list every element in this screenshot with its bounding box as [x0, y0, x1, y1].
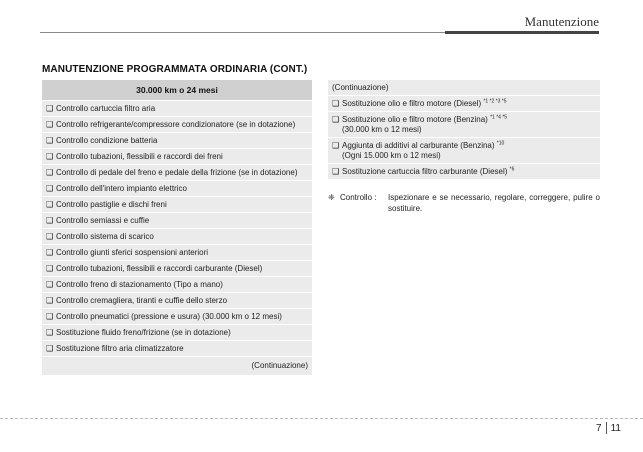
- checkbox-icon: ❑: [46, 136, 54, 145]
- checkbox-icon: ❑: [332, 99, 340, 108]
- list-item-text: Sostituzione olio e filtro motore (Benzina) $^{*1 *4 *5}$ (30.000 km o 12 mesi): [342, 114, 508, 134]
- header-rule-accent: [445, 31, 599, 34]
- checkbox-icon: ❑: [46, 104, 54, 113]
- list-item-text: Controllo condizione batteria: [56, 136, 158, 145]
- list-item: [42, 149, 312, 165]
- checkbox-icon: ❑: [46, 200, 54, 209]
- list-item-text: Controllo sistema di scarico: [56, 232, 154, 241]
- checkbox-icon: ❑: [46, 280, 54, 289]
- list-item: [42, 293, 312, 309]
- right-column: [328, 80, 600, 214]
- header-title: Manutenzione: [524, 14, 599, 29]
- checkbox-icon: ❑: [46, 248, 54, 257]
- list-item: [42, 325, 312, 341]
- list-item: [42, 197, 312, 213]
- checkbox-icon: ❑: [46, 296, 54, 305]
- list-item: [42, 133, 312, 149]
- list-item: [328, 112, 600, 138]
- section-title: MANUTENZIONE PROGRAMMATA ORDINARIA (CONT.): [42, 64, 308, 75]
- checkbox-icon: ❑: [46, 232, 54, 241]
- checkbox-icon: ❑: [332, 115, 340, 124]
- checkbox-icon: ❑: [46, 120, 54, 129]
- list-item-text: Controllo tubazioni, flessibili e raccordi dei freni: [56, 152, 223, 161]
- list-item-text: Controllo giunti sferici sospensioni anteriori: [56, 248, 209, 257]
- list-item-text: Sostituzione olio e filtro motore (Diesel) $^{*1 *2 *3 *5}$: [342, 98, 507, 108]
- list-item: [42, 261, 312, 277]
- note: [328, 192, 600, 214]
- list-item-text: Controllo tubazioni, flessibili e raccordi carburante (Diesel): [56, 264, 263, 273]
- note-marker-icon: ❈: [328, 193, 335, 202]
- checkbox-icon: ❑: [46, 152, 54, 161]
- list-item-text: Controllo cremagliera, tiranti e cuffie dello sterzo: [56, 296, 228, 305]
- list-item: [328, 138, 600, 164]
- list-item-text: Controllo pneumatici (pressione e usura) (30.000 km o 12 mesi): [56, 312, 282, 321]
- checkbox-icon: ❑: [46, 312, 54, 321]
- list-item: [42, 181, 312, 197]
- table-continuation: (Continuazione): [251, 361, 308, 370]
- list-item-text: Sostituzione filtro aria climatizzatore: [56, 344, 184, 353]
- list-item-text: Controllo di pedale del freno e pedale della frizione (se in dotazione): [56, 168, 298, 177]
- maintenance-table-left: [42, 80, 312, 375]
- note-text: Ispezionare e se necessario, regolare, correggere, pulire o sostituire.: [388, 193, 600, 213]
- page-number-value: 11: [610, 422, 621, 434]
- page-number-separator: [606, 422, 607, 434]
- list-item-text: Controllo dell'intero impianto elettrico: [56, 184, 187, 193]
- checkbox-icon: ❑: [46, 168, 54, 177]
- maintenance-table-right: [328, 80, 600, 180]
- list-item: [42, 165, 312, 181]
- footnote-ref: *1 *2 *3 *5: [483, 98, 507, 105]
- page-number: [596, 422, 621, 434]
- list-item: [42, 213, 312, 229]
- checkbox-icon: ❑: [332, 167, 340, 176]
- list-item: [42, 245, 312, 261]
- list-item: [328, 164, 600, 180]
- list-item: [42, 309, 312, 325]
- footnote-ref: *6: [509, 166, 515, 173]
- chapter-number: 7: [596, 422, 602, 434]
- table-heading: 30.000 km o 24 mesi: [42, 80, 312, 101]
- list-item: [42, 229, 312, 245]
- note-label: Controllo :: [340, 193, 377, 202]
- list-item-text: Controllo pastiglie e dischi freni: [56, 200, 167, 209]
- checkbox-icon: ❑: [46, 184, 54, 193]
- list-item-text: Sostituzione fluido freno/frizione (se in dotazione): [56, 328, 231, 337]
- checkbox-icon: ❑: [46, 344, 54, 353]
- list-item-text: Controllo cartuccia filtro aria: [56, 104, 156, 113]
- checkbox-icon: ❑: [46, 264, 54, 273]
- checkbox-icon: ❑: [332, 141, 340, 150]
- list-item-text: Sostituzione cartuccia filtro carburante (Diesel) $^{*6}$: [342, 166, 515, 176]
- list-item-text: Controllo freno di stazionamento (Tipo a mano): [56, 280, 223, 289]
- checkbox-icon: ❑: [46, 328, 54, 337]
- list-item-text: Controllo semiassi e cuffie: [56, 216, 150, 225]
- list-item: [42, 277, 312, 293]
- footer-rule: [0, 418, 643, 419]
- list-item: [42, 101, 312, 117]
- footnote-ref: *10: [496, 140, 505, 147]
- list-item-text: Controllo refrigerante/compressore condizionatore (se in dotazione): [56, 120, 296, 129]
- footnote-ref: *1 *4 *5: [490, 114, 508, 121]
- checkbox-icon: ❑: [46, 216, 54, 225]
- list-item: [328, 96, 600, 112]
- list-item: [42, 341, 312, 357]
- list-item: [42, 117, 312, 133]
- list-item-text: Aggiunta di additivi al carburante (Benzina) $^{*10}$ (Ogni 15.000 km o 12 mesi): [342, 140, 505, 160]
- table-continuation-heading: (Continuazione): [328, 80, 600, 96]
